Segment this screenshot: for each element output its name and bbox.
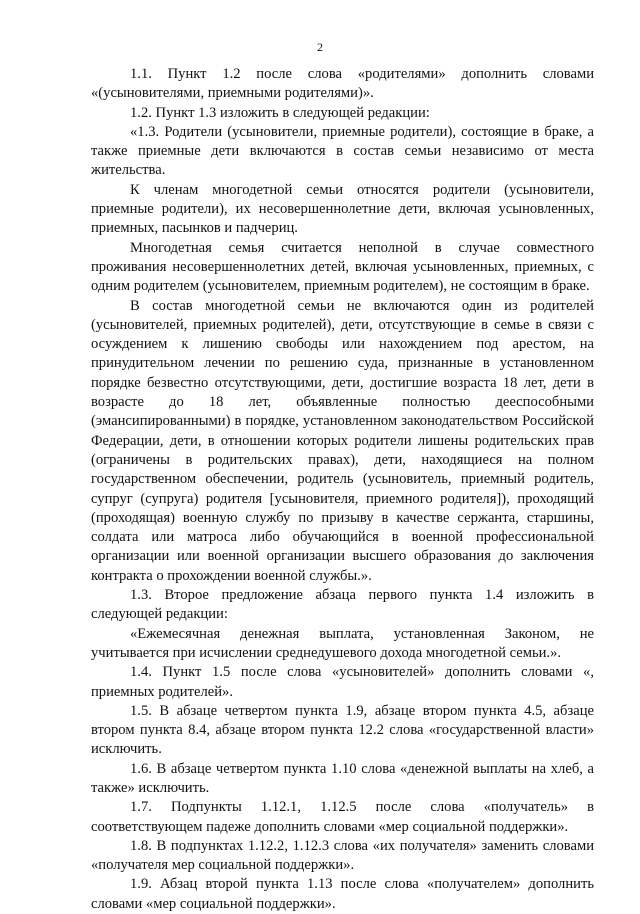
paragraph-1-4: 1.4. Пункт 1.5 после слова «усыновителей» дополнить словами «, приемных родителей». <box>91 664 594 700</box>
paragraph-1-9: 1.9. Абзац второй пункта 1.13 после слова «получателем» дополнить словами «мер социальной поддержки». <box>91 876 594 912</box>
paragraph-1-2: 1.2. Пункт 1.3 изложить в следующей редакции: <box>130 104 430 121</box>
paragraph-1-8: 1.8. В подпунктах 1.12.2, 1.12.3 слова «их получателя» заменить словами «получателя мер социальной поддержки». <box>91 837 594 874</box>
page-number: 2 <box>317 40 323 54</box>
paragraph-1-5: 1.5. В абзаце четвертом пункта 1.9, абзаце втором пункта 4.5, абзаце втором пункта 8.4, абзаце втором пункта 12.2 слова «государственной власти» исключить. <box>91 702 594 758</box>
paragraph-1-1: 1.1. Пункт 1.2 после слова «родителями» дополнить словами «(усыновителями, приемными родителями)». <box>91 66 594 102</box>
paragraph-quote-1-3: «1.3. Родители (усыновители, приемные родители), состоящие в браке, а также приемные дети включаются в состав семьи независимо от места жительства. <box>91 123 594 179</box>
paragraph-incomplete-family: Многодетная семья считается неполной в случае совместного проживания несовершеннолетних детей, включая усыновленных, приемных, с одним родителем (усыновителем, приемным родителем), не состоящим в браке. <box>91 239 594 295</box>
paragraph-monthly-payment: «Ежемесячная денежная выплата, установленная Законом, не учитывается при исчислении среднедушевого дохода многодетной семьи.». <box>91 625 594 661</box>
document-body <box>91 65 594 914</box>
paragraph-1-7: 1.7. Подпункты 1.12.1, 1.12.5 после слова «получатель» в соответствующем падеже дополнить словами «мер социальной поддержки». <box>91 799 594 835</box>
paragraph-1-6: 1.6. В абзаце четвертом пункта 1.10 слова «денежной выплаты на хлеб, а также» исключить. <box>91 760 594 796</box>
paragraph-exclusions: В состав многодетной семьи не включаются один из родителей (усыновителей, приемных родителей), дети, отсутствующие в семье в связи с осуждением к лишению свободы или нахождением под арестом, на принудительном лечении по решению суда, признанные в установленном порядке безвестно отсутствующими, дети, достигшие возраста 18 лет, дети в возрасте до 18 лет, объявленные полностью дееспособными (эмансипированными) в порядке, установленном законодательством Российской Федерации, дети, в отношении которых родители лишены родительских прав (ограничены в родительских правах), дети, находящиеся на полном государственном обеспечении, родитель (усыновитель, приемный родитель, супруг (супруга) родителя [усыновителя, приемного родителя]), проходящий (проходящая) военную службу по призыву в качестве сержанта, старшины, солдата или матроса либо обучающийся в военной профессиональной организации или военной организации высшего образования до заключения контракта о прохождении военной службы.». <box>91 297 594 584</box>
paragraph-1-3-amendment: 1.3. Второе предложение абзаца первого пункта 1.4 изложить в следующей редакции: <box>91 587 594 623</box>
paragraph-family-members: К членам многодетной семьи относятся родители (усыновители, приемные родители), их несовершеннолетние дети, включая усыновленных, приемных, пасынков и падчериц. <box>91 181 594 237</box>
